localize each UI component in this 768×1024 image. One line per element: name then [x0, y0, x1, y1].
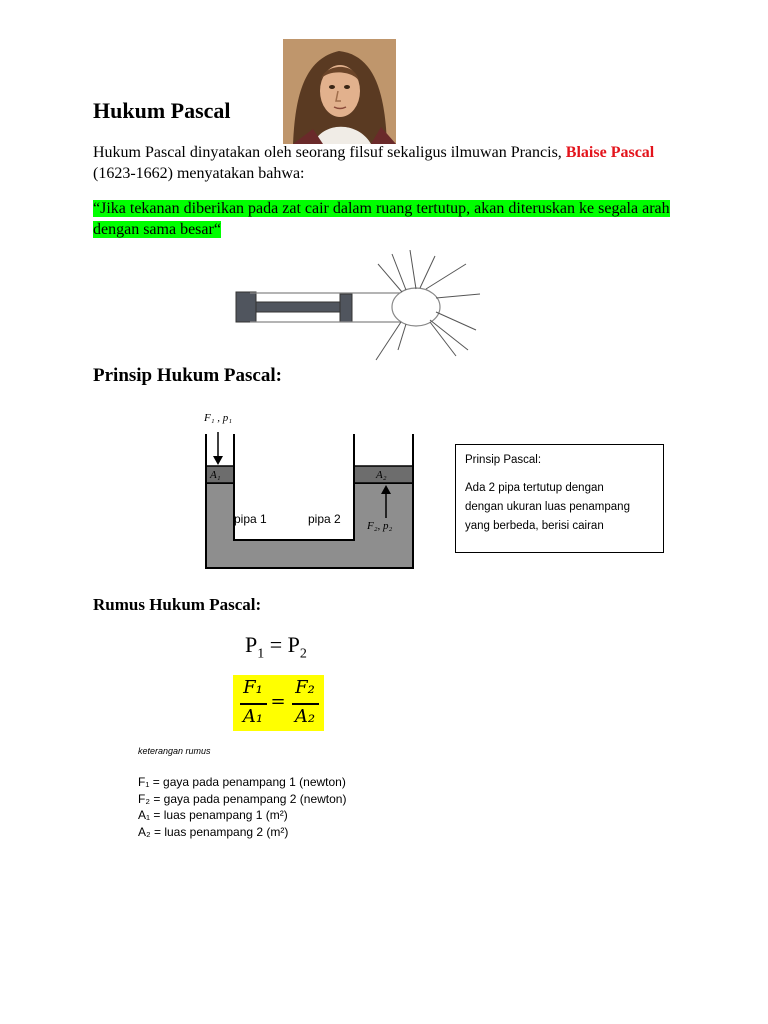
p1-symbol: P [245, 632, 258, 657]
f2-numerator: F₂ [295, 677, 315, 698]
pressure-equation [245, 632, 307, 662]
a2-label: A₂ [376, 469, 387, 481]
a1-denominator: A₁ [242, 706, 264, 727]
a1-label: A₁ [210, 469, 221, 481]
legend-item: A₂ = luas penampang 2 (m²) [138, 824, 289, 839]
note-line: dengan ukuran luas penampang [465, 501, 630, 513]
principle-heading: Prinsip Hukum Pascal: [93, 365, 282, 386]
formula-legend [138, 774, 346, 840]
intro-text-after: (1623-1662) menyatakan bahwa: [93, 165, 305, 182]
f2-label: F₂, p₂ [367, 520, 393, 532]
f1-numerator: F₁ [243, 677, 263, 698]
quote-text: “Jika tekanan diberikan pada zat cair dalam ruang tertutup, akan diteruskan ke segala arah dengan sama besar“ [93, 200, 670, 238]
equals-sign: = [264, 632, 288, 657]
p2-subscript: 2 [299, 646, 307, 662]
portrait-image [283, 39, 396, 144]
legend-caption: keterangan rumus [138, 746, 211, 756]
f1-label: F₁ , p₁ [204, 412, 233, 424]
fraction-bar-right [292, 703, 319, 705]
pipe1-label: pipa 1 [234, 512, 267, 526]
p2-symbol: P [287, 632, 300, 657]
formula-heading: Rumus Hukum Pascal: [93, 595, 262, 614]
fraction-equals: = [270, 691, 286, 712]
page-title: Hukum Pascal [93, 98, 231, 123]
principle-note-box [455, 444, 664, 553]
legend-item: F₁ = gaya pada penampang 1 (newton) [138, 775, 346, 789]
note-line: Ada 2 pipa tertutup dengan [465, 482, 604, 494]
pascal-name: Blaise Pascal [565, 144, 655, 161]
hydraulic-diagram [200, 408, 420, 573]
note-title: Prinsip Pascal: [465, 454, 542, 466]
note-line: yang berbeda, berisi cairan [465, 520, 604, 532]
legend-item: F₂ = gaya pada penampang 2 (newton) [138, 791, 347, 806]
a2-denominator: A₂ [294, 706, 316, 727]
legend-item: A₁ = luas penampang 1 (m²) [138, 808, 288, 822]
intro-text-before: Hukum Pascal dinyatakan oleh seorang filsuf sekaligus ilmuwan Prancis, [93, 144, 566, 161]
force-area-equation [233, 675, 324, 731]
p1-subscript: 1 [257, 646, 265, 662]
intro-paragraph [93, 142, 693, 184]
pascal-quote [93, 198, 673, 240]
pipe2-label: pipa 2 [308, 512, 341, 526]
hydraulic-drawing [200, 408, 420, 573]
syringe-illustration [230, 250, 490, 365]
fraction-bar-left [240, 703, 267, 705]
